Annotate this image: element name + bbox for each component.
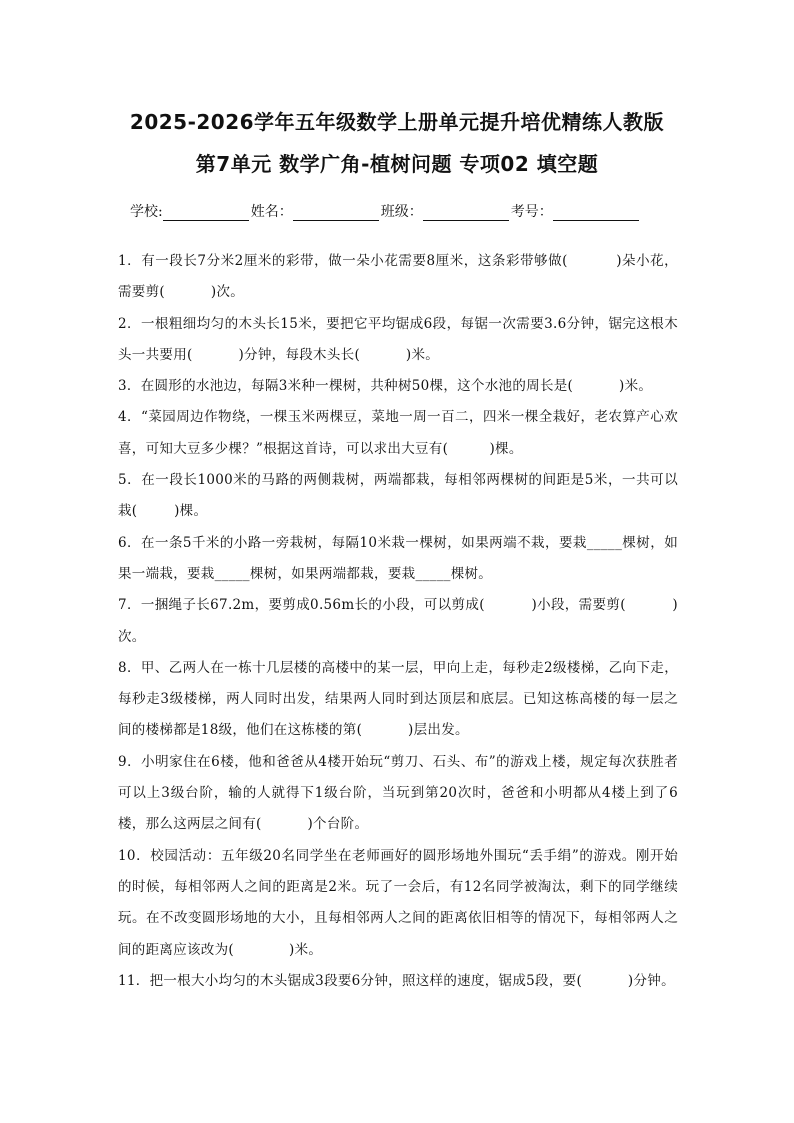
question-item — [118, 653, 678, 747]
name-label: 姓名： — [250, 204, 293, 220]
question-item — [118, 465, 678, 528]
question-list — [118, 246, 678, 997]
question-item — [118, 371, 678, 402]
question-text: 3．在圆形的水池边，每隔3米种一棵树，共种树50棵，这个水池的周长是( )米。 — [118, 378, 653, 395]
school-label: 学校: — [130, 204, 163, 220]
student-info-row — [130, 201, 641, 221]
question-item — [118, 590, 678, 653]
question-text: 10．校园活动：五年级20名同学坐在老师画好的圆形场地外围玩“丢手绢”的游戏。刚开始的时候，每相邻两人之间的距离是2米。玩了一会后，有12名同学被淘汰，剩下的同学继续玩。在不改变圆形场地的大小，且每相邻两人之间的距离依旧相等的情况下，每相邻两人之间的距离应该改为( )米。 — [118, 847, 678, 958]
question-text: 2．一根粗细均匀的木头长15米，要把它平均锯成6段，每锯一次需要3.6分钟，锯完这根木头一共要用( )分钟，每段木头长( )米。 — [118, 315, 678, 363]
question-item — [118, 309, 678, 372]
question-item — [118, 841, 678, 966]
worksheet-subtitle: 第7单元 数学广角-植树问题 专项02 填空题 — [195, 152, 599, 176]
question-item — [118, 402, 678, 465]
name-field[interactable] — [293, 204, 379, 221]
question-item — [118, 747, 678, 841]
class-field[interactable] — [423, 204, 509, 221]
question-text: 6．在一条5千米的小路一旁栽树，每隔10米栽一棵树，如果两端不栽，要栽_____棵树，如果一端栽，要栽_____棵树，如果两端都栽，要栽_____棵树。 — [118, 534, 678, 582]
question-item — [118, 966, 678, 997]
exam-number-label: 考号： — [510, 204, 553, 220]
question-item — [118, 528, 678, 591]
question-item — [118, 246, 678, 309]
school-field[interactable] — [163, 204, 249, 221]
question-text: 5．在一段长1000米的马路的两侧栽树，两端都栽，每相邻两棵树的间距是5米，一共可以栽( )棵。 — [118, 472, 678, 520]
question-text: 1．有一段长7分米2厘米的彩带，做一朵小花需要8厘米，这条彩带够做( )朵小花，需要剪( )次。 — [118, 253, 678, 301]
class-label: 班级： — [380, 204, 423, 220]
question-text: 8．甲、乙两人在一栋十几层楼的高楼中的某一层，甲向上走，每秒走2级楼梯，乙向下走，每秒走3级楼梯，两人同时出发，结果两人同时到达顶层和底层。已知这栋高楼的每一层之间的楼梯都是18级，他们在这栋楼的第( )层出发。 — [118, 659, 678, 739]
question-text: 7．一捆绳子长67.2m，要剪成0.56m长的小段，可以剪成( )小段，需要剪( )次。 — [118, 597, 678, 645]
worksheet-title: 2025-2026学年五年级数学上册单元提升培优精练人教版 — [129, 110, 665, 134]
question-text: 9．小明家住在6楼，他和爸爸从4楼开始玩“剪刀、石头、布”的游戏上楼，规定每次获胜者可以上3级台阶，输的人就得下1级台阶，当玩到第20次时，爸爸和小明都从4楼上到了6楼，那么这两层之间有( )个台阶。 — [118, 753, 678, 833]
question-text: 4．“菜园周边作物绕，一棵玉米两棵豆，菜地一周一百二，四米一棵全栽好，老农算产心欢喜，可知大豆多少棵？”根据这首诗，可以求出大豆有( )棵。 — [118, 409, 678, 457]
question-text: 11．把一根大小均匀的木头锯成3段要6分钟，照这样的速度，锯成5段，要( )分钟。 — [118, 972, 675, 989]
exam-number-field[interactable] — [553, 204, 639, 221]
